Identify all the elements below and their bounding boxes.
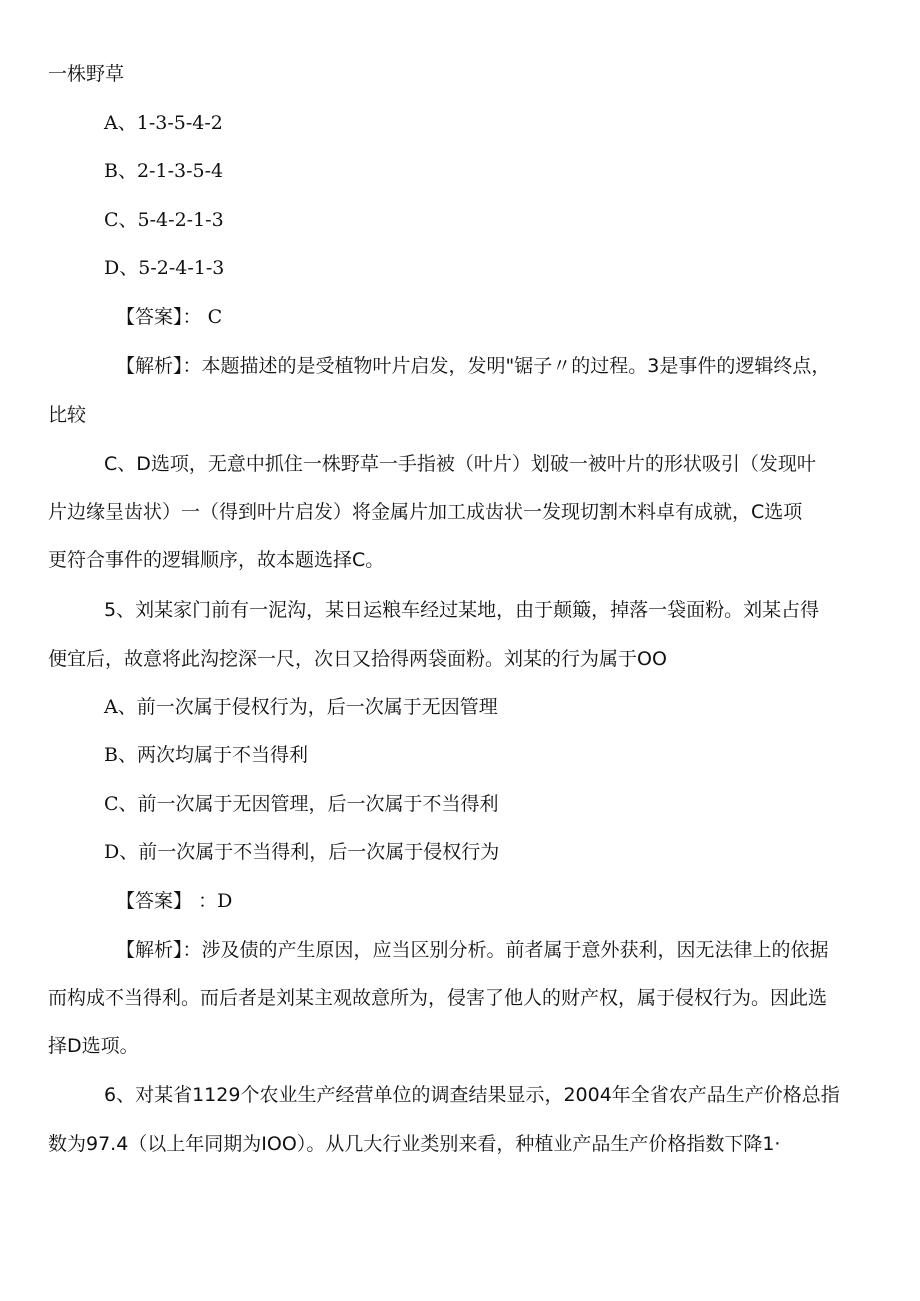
option-letter: B、: [104, 744, 137, 766]
option-d: [104, 840, 499, 864]
option-text: 1-3-5-4-2: [136, 112, 223, 134]
option-d: [104, 256, 224, 280]
option-text: 2-1-3-5-4: [136, 160, 224, 182]
question-5-text: 便宜后，故意将此沟挖深一尺，次日又拾得两袋面粉。刘某的行为属于OO: [48, 648, 667, 670]
option-letter: A、: [104, 112, 137, 134]
option-b: [104, 159, 223, 183]
option-text: 5-2-4-1-3: [138, 257, 225, 279]
option-a: [104, 111, 223, 135]
answer-label: 【答案】：: [116, 306, 202, 328]
option-b: [104, 743, 308, 767]
option-text: 前一次属于无因管理，后一次属于不当得利: [137, 793, 499, 815]
option-letter: B、: [104, 160, 137, 182]
analysis-line: 择D选项。: [48, 1035, 139, 1057]
option-text: 两次均属于不当得利: [136, 744, 308, 766]
option-a: [104, 695, 498, 719]
option-text: 5-4-2-1-3: [137, 209, 224, 231]
analysis-line: 片边缘呈齿状）一（得到叶片启发）将金属片加工成齿状一发现切割木料卓有成就，C选项: [48, 501, 803, 523]
question-6-text: 数为97.4（以上年同期为IOO）。从几大行业类别来看，种植业产品生产价格指数下降1·: [48, 1133, 781, 1155]
answer-line: [116, 889, 232, 913]
analysis-line: 【解析】：本题描述的是受植物叶片启发，发明"锯子〃的过程。3是事件的逻辑终点，: [116, 355, 831, 377]
option-text: 前一次属于侵权行为，后一次属于无因管理: [136, 696, 498, 718]
analysis-line: 比较: [48, 404, 87, 426]
option-letter: C、: [104, 793, 138, 815]
option-c: [104, 792, 499, 816]
analysis-line: 而构成不当得利。而后者是刘某主观故意所为，侵害了他人的财产权，属于侵权行为。因此选: [48, 987, 828, 1009]
option-text: 前一次属于不当得利，后一次属于侵权行为: [138, 841, 500, 863]
analysis-line: C、D选项，无意中抓住一株野草一手指被（叶片）划破一被叶片的形状吸引（发现叶: [104, 453, 816, 475]
analysis-line: 更符合事件的逻辑顺序，故本题选择C。: [48, 549, 385, 571]
option-letter: D、: [104, 257, 139, 279]
question-6-text: 6、对某省1129个农业生产经营单位的调查结果显示，2004年全省农产品生产价格总指: [104, 1084, 840, 1106]
question-4-tail: 一株野草: [48, 63, 125, 85]
option-letter: C、: [104, 209, 138, 231]
option-letter: A、: [104, 696, 137, 718]
analysis-line: 【解析】：涉及债的产生原因，应当区别分析。前者属于意外获利，因无法律上的依据: [116, 939, 829, 961]
answer-value: C: [207, 306, 223, 328]
question-5-text: 5、刘某家门前有一泥沟，某日运粮车经过某地，由于颠簸，掉落一袋面粉。刘某占得: [104, 599, 820, 621]
answer-line: [116, 305, 222, 329]
answer-value: ：D: [198, 890, 233, 912]
option-letter: D、: [104, 841, 139, 863]
option-c: [104, 208, 224, 232]
answer-label: 【答案】: [116, 890, 193, 912]
